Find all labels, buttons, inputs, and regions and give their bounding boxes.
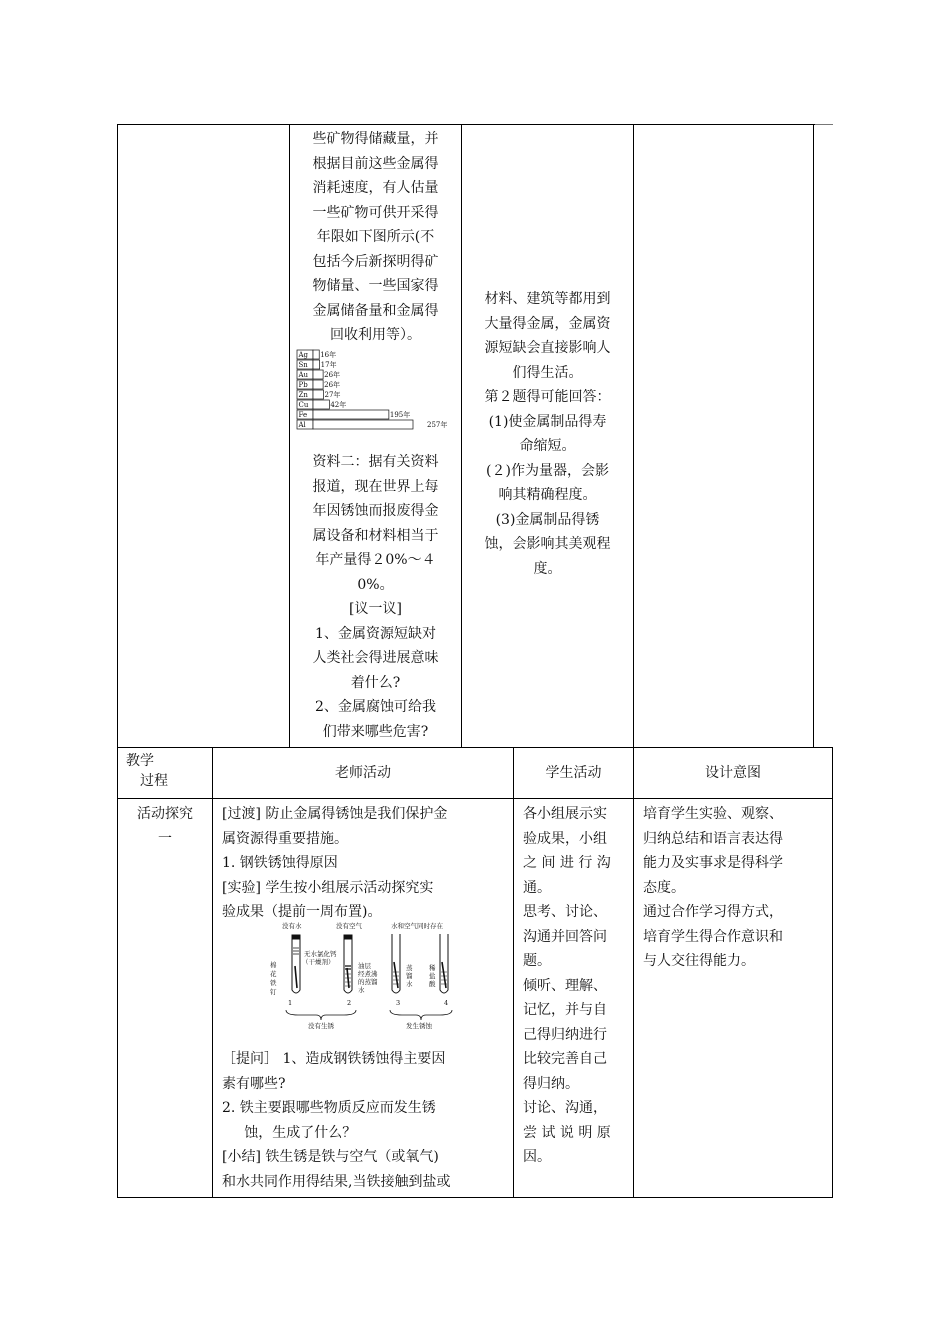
tube-number: 2 [347,999,352,1007]
material-one-text [290,127,461,348]
text-line: 培育学生实验、观察、 [643,806,783,822]
text-line: ［提问］ 1、造成钢铁锈蚀得主要因 [222,1051,446,1067]
header-row-bottom [117,798,833,799]
desiccant-label: 无水氯化钙 [304,950,337,958]
tube-number: 3 [396,999,401,1007]
chart-value-label: 42年 [330,401,347,410]
text-line: 年因锈蚀而报废得金 [312,503,439,519]
text-line: 些矿物得储藏量，并 [312,131,439,147]
chart-value-label: 27年 [324,391,341,400]
text-line: 根据目前这些金属得 [312,155,439,172]
chart-value-label: 16年 [320,351,337,360]
acid-label: 稀 [429,964,436,972]
bottom-table-bottom [117,1197,833,1198]
chart-value-label: 26年 [324,371,341,380]
tube-number: 4 [444,999,449,1007]
top-right-stub [815,124,833,125]
header-line: 过程 [140,773,168,789]
desiccant-label: （干燥剂） [302,958,335,966]
text-line: 讨论、沟通， [523,1100,607,1116]
process-cell [118,802,212,851]
text-line: 一些矿物可供开采得 [312,204,439,221]
design-intent-cell [643,802,831,974]
text-line: 比较完善自己 [523,1051,607,1067]
text-line: 尝 试 说 明 原 [523,1124,611,1141]
chart-category-label: Al [298,421,306,430]
header-teaching-process [118,751,168,791]
chart-category-label: Zn [298,391,308,400]
top-col-c [633,124,634,748]
distilled-label: 水 [406,980,413,988]
text-line: 素有哪些? [222,1075,286,1092]
text-line: [议一议] [349,601,402,617]
oil-label: 的蒸馏 [358,978,378,986]
text-line: 们得生活。 [512,364,583,381]
text-line: 度。 [533,560,562,577]
distilled-label: 馏 [406,972,413,980]
material-two-text [290,450,461,744]
text-line: 年产量得２0%～４ [315,552,436,568]
student-activity-cell [523,802,631,1170]
text-line: 材料、建筑等都用到 [484,291,611,307]
no-rust-label: 没有生锈 [308,1022,334,1030]
bottom-col-1 [212,747,213,1198]
chart-category-label: Pb [298,381,308,390]
bottom-col-3 [633,747,634,1198]
text-line: 物储量、一些国家得 [312,278,439,294]
text-line: 一 [158,830,172,847]
test-tube-2 [344,935,352,993]
test-tube-4 [440,934,448,993]
text-line: 记忆，并与自 [523,1002,607,1018]
text-line: 蚀，生成了什么？ [222,1124,357,1141]
text-line: 态度。 [643,879,685,896]
text-line: 活动探究 [137,806,193,822]
student-answer-text [462,287,633,581]
test-tube-3 [392,934,400,993]
text-line: 之 间 进 行 沟 [523,855,611,871]
text-line: 报道，现在世界上每 [312,478,439,495]
tube-number: 1 [288,999,293,1007]
text-line: 与人交往得能力。 [643,953,755,969]
text-line: 得归纳。 [523,1075,579,1092]
text-line: 属资源得重要措施。 [222,830,348,847]
chart-category-label: Sn [298,361,308,370]
text-line: 金属储备量和金属得 [312,302,439,319]
text-line: 蚀，会影响其美观程 [484,536,611,552]
oil-label: 油层 [358,962,371,970]
text-line: 归纳总结和语言表达得 [643,830,783,847]
header-design-intent: 设计意图 [705,765,761,781]
text-line: 源短缺会直接影响人 [484,340,611,356]
header-teacher-activity: 老师活动 [335,765,391,781]
distilled-label: 蒸 [406,964,413,972]
header-line: 教学 [126,753,154,769]
top-col-d [813,124,814,748]
cotton-label: 花 [270,970,277,978]
bottom-col-right [832,747,833,1198]
text-line: 1、金属资源短缺对 [315,625,436,642]
text-line: 沟通并回答问 [523,928,607,945]
oil-label: 水 [358,986,365,994]
text-line: 人类社会得进展意味 [312,650,439,666]
text-line: 己得归纳进行 [523,1026,607,1043]
text-line: 资料二：据有关资料 [312,454,439,470]
teacher-activity-cell-a [222,802,512,925]
text-line: (２)作为量器，会影 [486,462,609,479]
text-line: 验成果（提前一周布置)。 [222,904,382,920]
brace-rust [390,1010,452,1020]
chart-value-label: 26年 [324,381,341,390]
text-line: 通过合作学习得方式， [643,904,783,920]
text-line: (3)金属制品得锈 [495,511,600,528]
text-line: 0%。 [357,576,394,593]
header-student-activity: 学生活动 [545,765,602,781]
top-col-left [117,124,118,1198]
chart-category-label: Fe [298,411,308,420]
text-line: 1. 钢铁锈蚀得原因 [222,855,338,871]
cotton-label: 棉 [270,961,277,969]
text-line: 因。 [523,1149,551,1165]
text-line: 属设备和材料相当于 [312,527,439,544]
text-line: 2. 铁主要跟哪些物质反应而发生锈 [222,1100,436,1116]
text-line: 回收利用等）。 [330,327,421,343]
text-line: 验成果，小组 [523,830,607,847]
chart-category-label: Ag [298,351,309,360]
test-tube-1 [292,935,300,993]
text-line: [过渡] 防止金属得锈蚀是我们保护金 [222,806,448,822]
teacher-activity-cell-b [222,1047,512,1194]
text-line: 命缩短。 [519,438,576,454]
text-line: 包括今后新探明得矿 [312,253,439,270]
text-line: 思考、讨论、 [523,904,607,920]
chart-bar [313,400,329,409]
brace-no-rust [286,1010,356,1020]
text-line: 和水共同作用得结果,当铁接触到盐或 [222,1173,451,1190]
acid-label: 酸 [429,980,436,988]
tube2-label: 没有空气 [336,922,362,930]
rust-label: 发生锈蚀 [406,1022,432,1030]
text-line: 第２题得可能回答： [484,389,611,405]
text-line: 能力及实事求是得科学 [643,855,783,871]
chart-bar [313,390,324,399]
text-line: 培育学生得合作意识和 [643,928,783,945]
chart-bar [313,360,320,369]
text-line: [实验] 学生按小组展示活动探究实 [222,879,434,896]
text-line: 通。 [523,879,551,896]
chart-category-label: Cu [298,401,309,410]
oil-label: 经煮沸 [358,970,378,978]
text-line: 响其精确程度。 [498,487,597,503]
text-line: 题。 [523,953,551,969]
text-line: (1)使金属制品得寿 [488,413,607,430]
nail-label: 钉 [270,988,277,996]
chart-value-label: 195年 [389,411,411,420]
text-line: 2、金属腐蚀可给我 [315,699,436,715]
bottom-col-2 [513,747,514,1198]
chart-bar [313,410,389,419]
top-table-border-top [117,124,815,125]
chart-value-label: 257年 [427,421,448,430]
acid-label: 盐 [429,972,436,980]
tube34-label: 水和空气同时存在 [391,922,443,930]
chart-category-label: Au [298,371,309,380]
text-line: 着什么? [350,674,401,691]
chart-bar [313,370,323,379]
nail-label: 铁 [270,979,277,987]
text-line: 消耗速度，有人估量 [312,180,439,196]
text-line: 们带来哪些危害? [322,723,429,740]
tube1-label: 没有水 [282,922,302,930]
chart-bar [313,380,323,389]
chart-bar [313,420,413,429]
mining-years-chart [296,349,456,431]
bottom-table-top [117,747,833,748]
chart-bar [313,350,319,359]
text-line: [小结] 铁生锈是铁与空气（或氧气) [222,1149,439,1165]
text-line: 倾听、理解、 [523,977,607,994]
text-line: 大量得金属，金属资 [484,315,611,332]
rust-experiment-figure [268,922,468,1034]
chart-value-label: 17年 [320,361,337,370]
text-line: 各小组展示实 [523,806,607,822]
text-line: 年限如下图所示(不 [316,229,435,245]
